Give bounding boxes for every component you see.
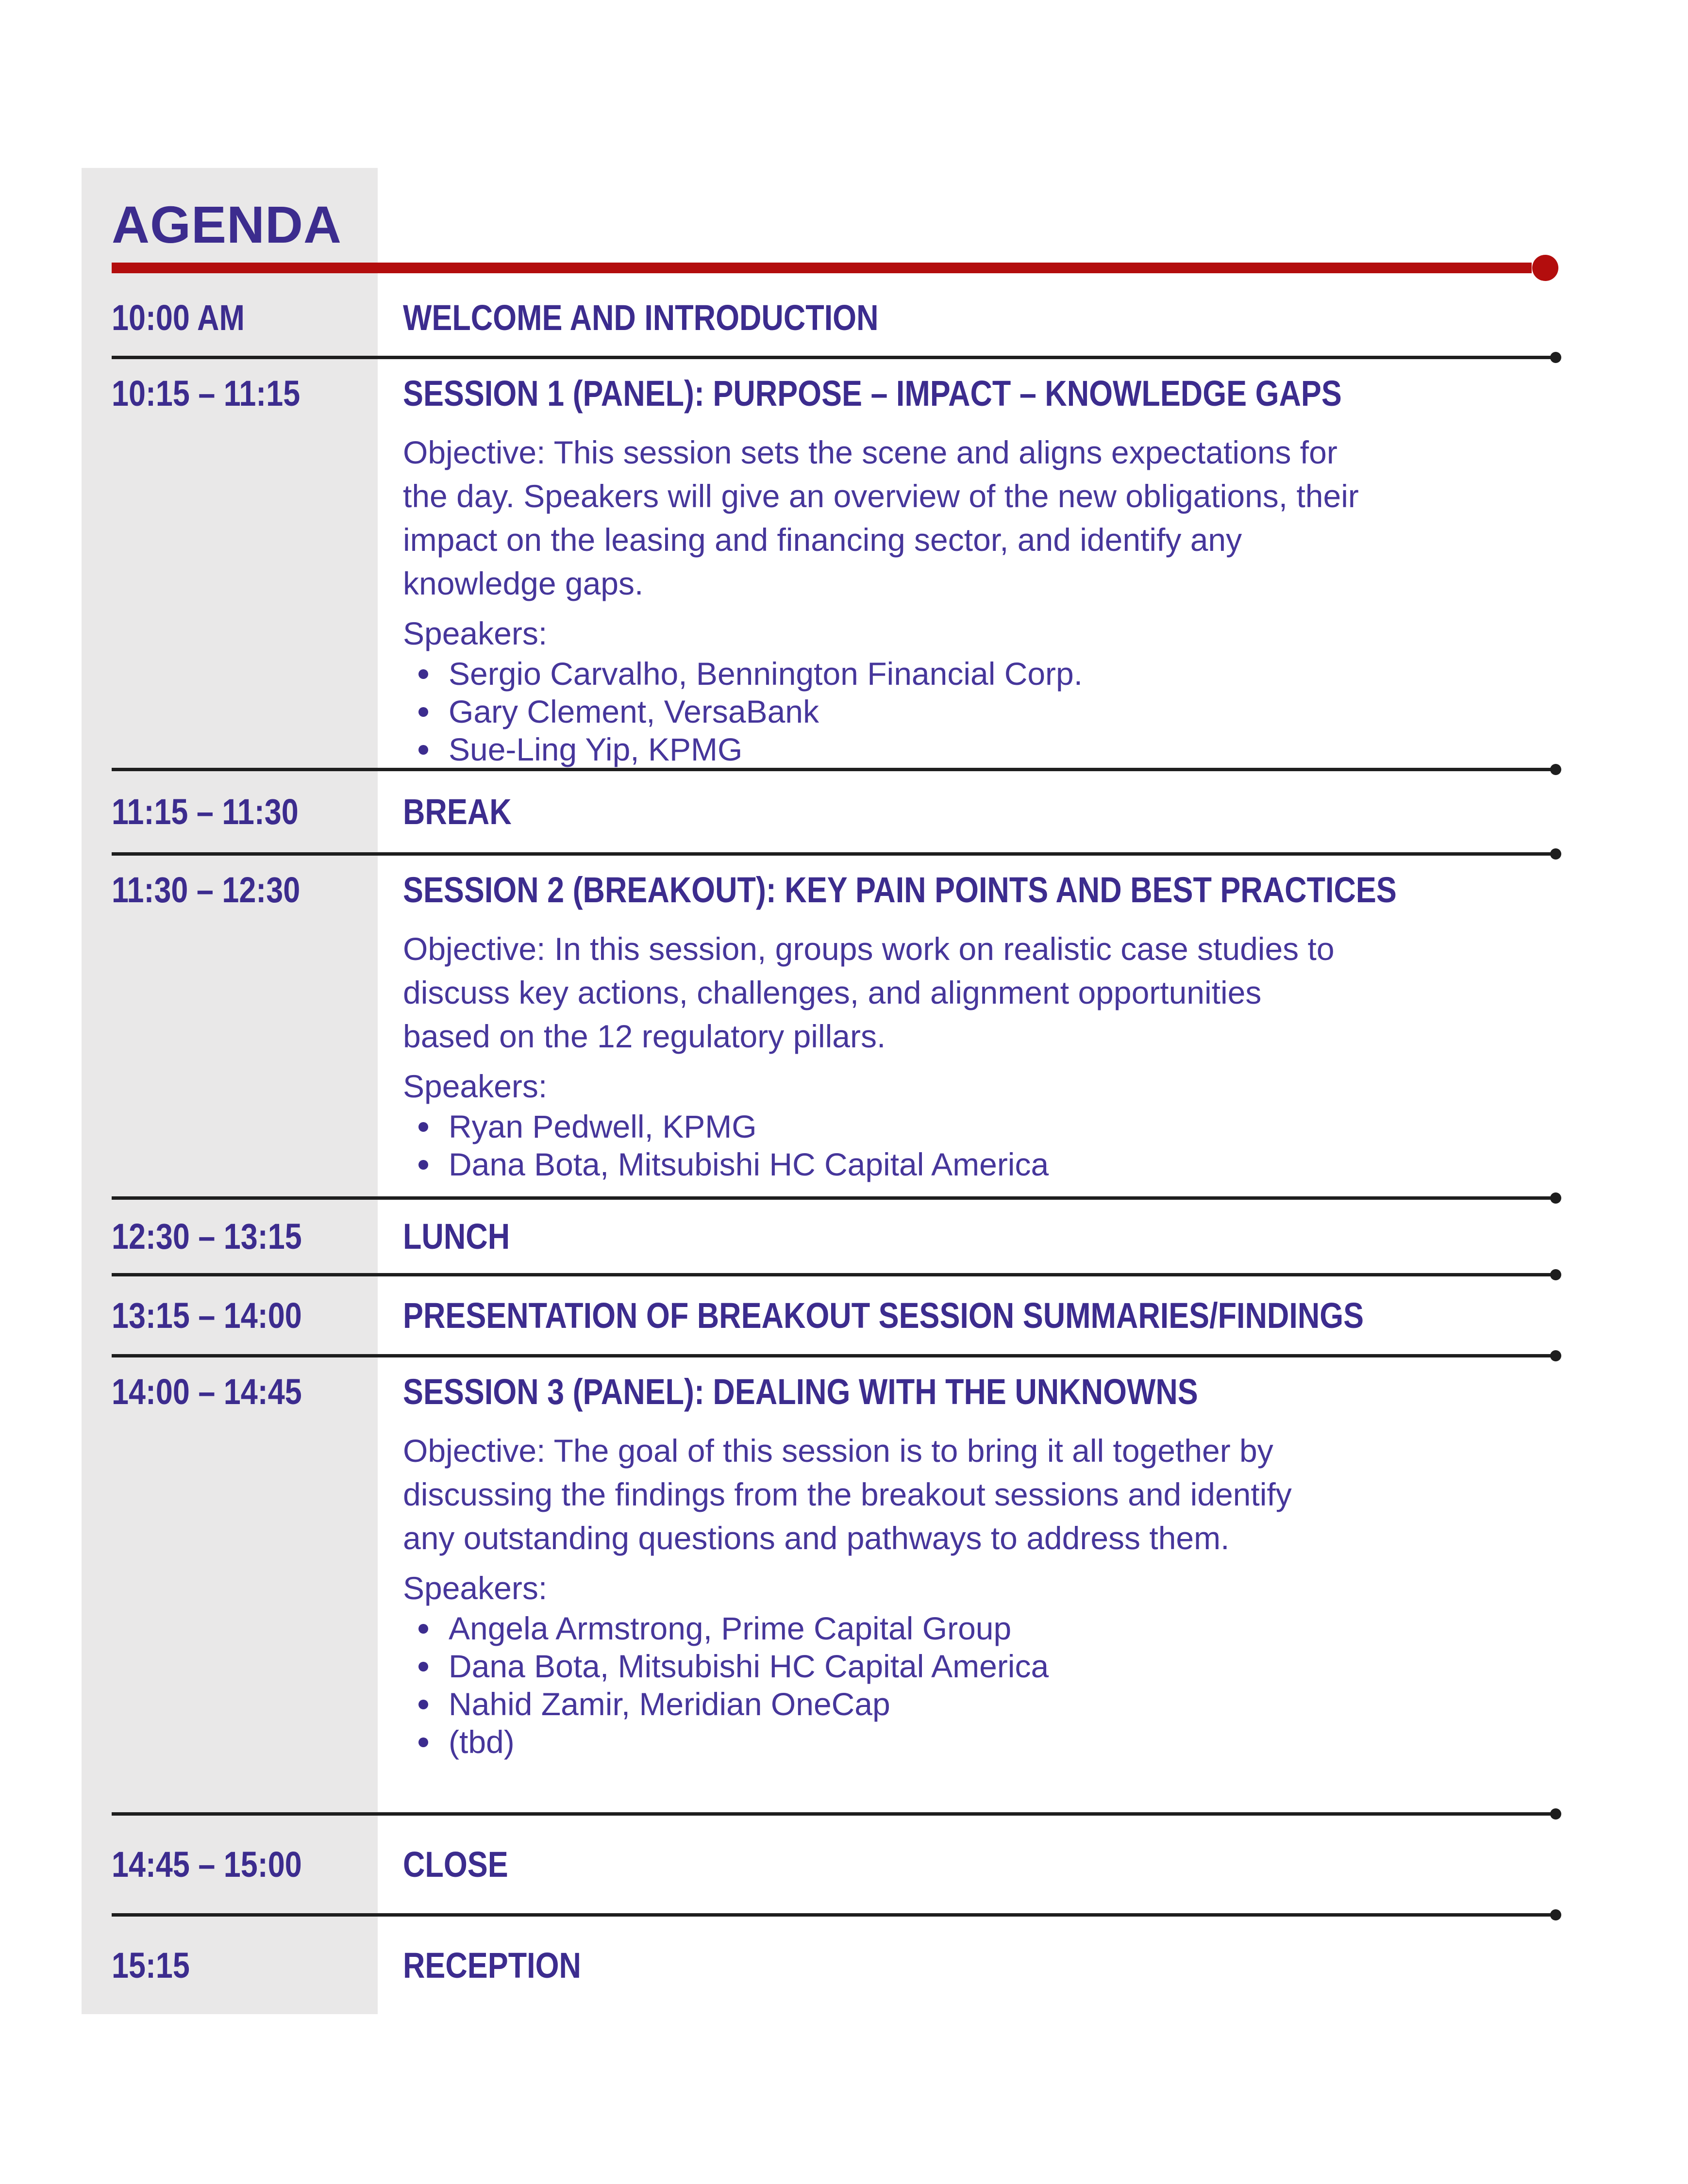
session-objective xyxy=(403,927,1578,1058)
bullet-icon xyxy=(418,1624,428,1634)
objective-line: the day. Speakers will give an overview of the new obligations, their xyxy=(403,478,1359,514)
objective-line: Objective: In this session, groups work on realistic case studies to xyxy=(403,931,1335,967)
speaker-item xyxy=(403,1685,1578,1723)
row-title: LUNCH xyxy=(403,1216,510,1257)
page-title: AGENDA xyxy=(112,195,342,254)
speaker-name: Gary Clement, VersaBank xyxy=(449,694,819,729)
agenda-row xyxy=(0,1276,1688,1354)
session-objective xyxy=(403,430,1578,605)
agenda-row xyxy=(0,359,1688,768)
bullet-icon xyxy=(418,707,428,717)
objective-line: Objective: This session sets the scene and aligns expectations for xyxy=(403,434,1337,470)
row-title: RECEPTION xyxy=(403,1945,581,1985)
row-time: 14:45 – 15:00 xyxy=(112,1844,302,1885)
agenda-row xyxy=(0,279,1688,356)
agenda-row xyxy=(0,856,1688,1196)
objective-line: based on the 12 regulatory pillars. xyxy=(403,1018,886,1054)
row-time: 10:00 AM xyxy=(112,297,245,338)
row-divider xyxy=(112,1812,1556,1816)
speaker-item xyxy=(403,1647,1578,1685)
speaker-item xyxy=(403,655,1578,693)
row-title: CLOSE xyxy=(403,1844,508,1885)
row-title: SESSION 3 (PANEL): DEALING WITH THE UNKNOWNS xyxy=(403,1372,1198,1412)
bullet-icon xyxy=(418,1737,428,1747)
speaker-item xyxy=(403,1609,1578,1647)
row-time: 12:30 – 13:15 xyxy=(112,1216,302,1257)
speaker-item xyxy=(403,1723,1578,1761)
row-time: 15:15 xyxy=(112,1945,190,1985)
objective-line: knowledge gaps. xyxy=(403,565,644,601)
speaker-name: Angela Armstrong, Prime Capital Group xyxy=(449,1610,1012,1646)
bullet-icon xyxy=(418,669,428,679)
speakers-label: Speakers: xyxy=(403,1068,548,1104)
agenda-row xyxy=(0,1357,1688,1812)
speakers-list xyxy=(403,1609,1578,1761)
row-title: BREAK xyxy=(403,792,512,832)
row-divider xyxy=(112,768,1556,771)
row-title: SESSION 2 (BREAKOUT): KEY PAIN POINTS AND BEST PRACTICES xyxy=(403,870,1397,910)
agenda-row xyxy=(0,771,1688,852)
speaker-name: Nahid Zamir, Meridian OneCap xyxy=(449,1686,890,1722)
row-time: 11:15 – 11:30 xyxy=(112,792,299,832)
bullet-icon xyxy=(418,1122,428,1132)
agenda-row xyxy=(0,1917,1688,2014)
session-content xyxy=(403,373,1578,768)
bullet-icon xyxy=(418,1700,428,1709)
speakers-label: Speakers: xyxy=(403,615,548,651)
speaker-name: Sue-Ling Yip, KPMG xyxy=(449,731,743,767)
objective-line: discuss key actions, challenges, and alignment opportunities xyxy=(403,975,1262,1010)
row-time: 10:15 – 11:15 xyxy=(112,373,301,414)
speakers-label: Speakers: xyxy=(403,1570,548,1606)
speaker-item xyxy=(403,1145,1578,1183)
title-underline xyxy=(112,263,1532,273)
speaker-item xyxy=(403,1108,1578,1145)
row-time: 13:15 – 14:00 xyxy=(112,1295,302,1336)
row-divider xyxy=(112,1196,1556,1200)
speakers-list xyxy=(403,1108,1578,1183)
speaker-item xyxy=(403,730,1578,768)
row-divider xyxy=(112,852,1556,856)
row-divider xyxy=(112,356,1556,359)
row-time: 11:30 – 12:30 xyxy=(112,870,301,910)
session-content xyxy=(403,1371,1578,1761)
speaker-name: Dana Bota, Mitsubishi HC Capital America xyxy=(449,1146,1049,1182)
speaker-item xyxy=(403,693,1578,730)
row-divider xyxy=(112,1273,1556,1276)
agenda-row xyxy=(0,1200,1688,1273)
objective-line: Objective: The goal of this session is to bring it all together by xyxy=(403,1433,1273,1469)
bullet-icon xyxy=(418,1160,428,1170)
agenda-row xyxy=(0,1816,1688,1913)
timeline-start-dot xyxy=(1532,255,1558,281)
session-objective xyxy=(403,1429,1578,1560)
session-content xyxy=(403,869,1578,1183)
speaker-name: Sergio Carvalho, Bennington Financial Corp. xyxy=(449,656,1083,692)
objective-line: impact on the leasing and financing sector, and identify any xyxy=(403,522,1242,558)
row-title: WELCOME AND INTRODUCTION xyxy=(403,297,879,338)
row-title: SESSION 1 (PANEL): PURPOSE – IMPACT – KNOWLEDGE GAPS xyxy=(403,373,1342,414)
objective-line: any outstanding questions and pathways to address them. xyxy=(403,1520,1230,1556)
row-title: PRESENTATION OF BREAKOUT SESSION SUMMARIES/FINDINGS xyxy=(403,1295,1364,1336)
speaker-name: Dana Bota, Mitsubishi HC Capital America xyxy=(449,1648,1049,1684)
bullet-icon xyxy=(418,1662,428,1671)
row-divider xyxy=(112,1913,1556,1917)
speaker-name: Ryan Pedwell, KPMG xyxy=(449,1109,757,1144)
row-divider xyxy=(112,1354,1556,1357)
row-time: 14:00 – 14:45 xyxy=(112,1372,302,1412)
speaker-name: (tbd) xyxy=(449,1724,515,1760)
bullet-icon xyxy=(418,745,428,755)
speakers-list xyxy=(403,655,1578,768)
objective-line: discussing the findings from the breakout sessions and identify xyxy=(403,1476,1292,1512)
